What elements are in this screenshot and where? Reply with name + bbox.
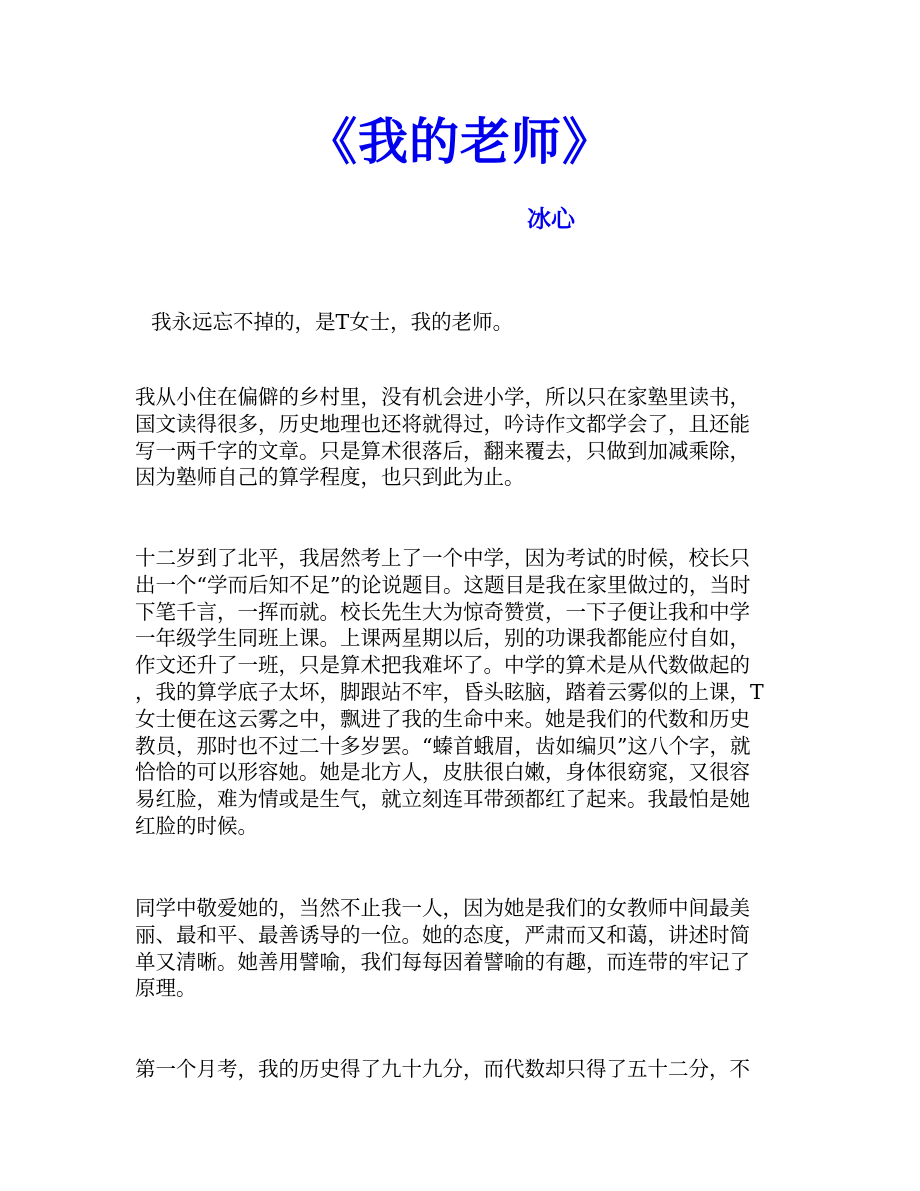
document-title: 《我的老师》 [307, 112, 613, 171]
paragraph-2: 我从小住在偏僻的乡村里，没有机会进小学，所以只在家塾里读书， 国文读得很多，历史地理也还将就得过，吟诗作文都学会了，且还能 写一两千字的文章。只是算术很落后，翻来覆去，只做到加减乘除， 因为塾师自己的算学程度，也只到此为止。 [135, 385, 750, 490]
paragraph-4: 同学中敬爱她的，当然不止我一人，因为她是我们的女教师中间最美 丽、最和平、最善诱导的一位。她的态度，严肃而又和蔼，讲述时简 单又清晰。她善用譬喻，我们每每因着譬喻的有趣，而连带的牢记了 原理。 [135, 896, 750, 1001]
paragraph-5: 第一个月考，我的历史得了九十九分，而代数却只得了五十二分，不 [135, 1057, 750, 1081]
paragraph-1: 我永远忘不掉的，是T女士，我的老师。 [151, 310, 514, 334]
paragraph-3: 十二岁到了北平，我居然考上了一个中学，因为考试的时候，校长只 出一个“学而后知不足”的论说题目。这题目是我在家里做过的，当时 下笔千言，一挥而就。校长先生大为惊奇赞赏，一下子便让我和中学 一年级学生同班上课。上课两星期以后，别的功课我都能应付自如， 作文还升了一班，只是算术把我难坏了。中学的算术是从代数做起的 ，我的算学底子太坏，脚跟站不牢，昏头眩脑，踏着云雾似的上课，T 女士便在这云雾之中，飘进了我的生命中来。她是我们的代数和历史 教员，那时也不过二十多岁罢。“螓首蛾眉，齿如编贝”这八个字，就 恰恰的可以形容她。她是北方人，皮肤很白嫩，身体很窈窕，又很容 易红脸，难为情或是生气，就立刻连耳带颈都红了起来。我最怕是她 红脸的时候。 [135, 546, 764, 838]
document-author: 冰心 [527, 204, 575, 233]
